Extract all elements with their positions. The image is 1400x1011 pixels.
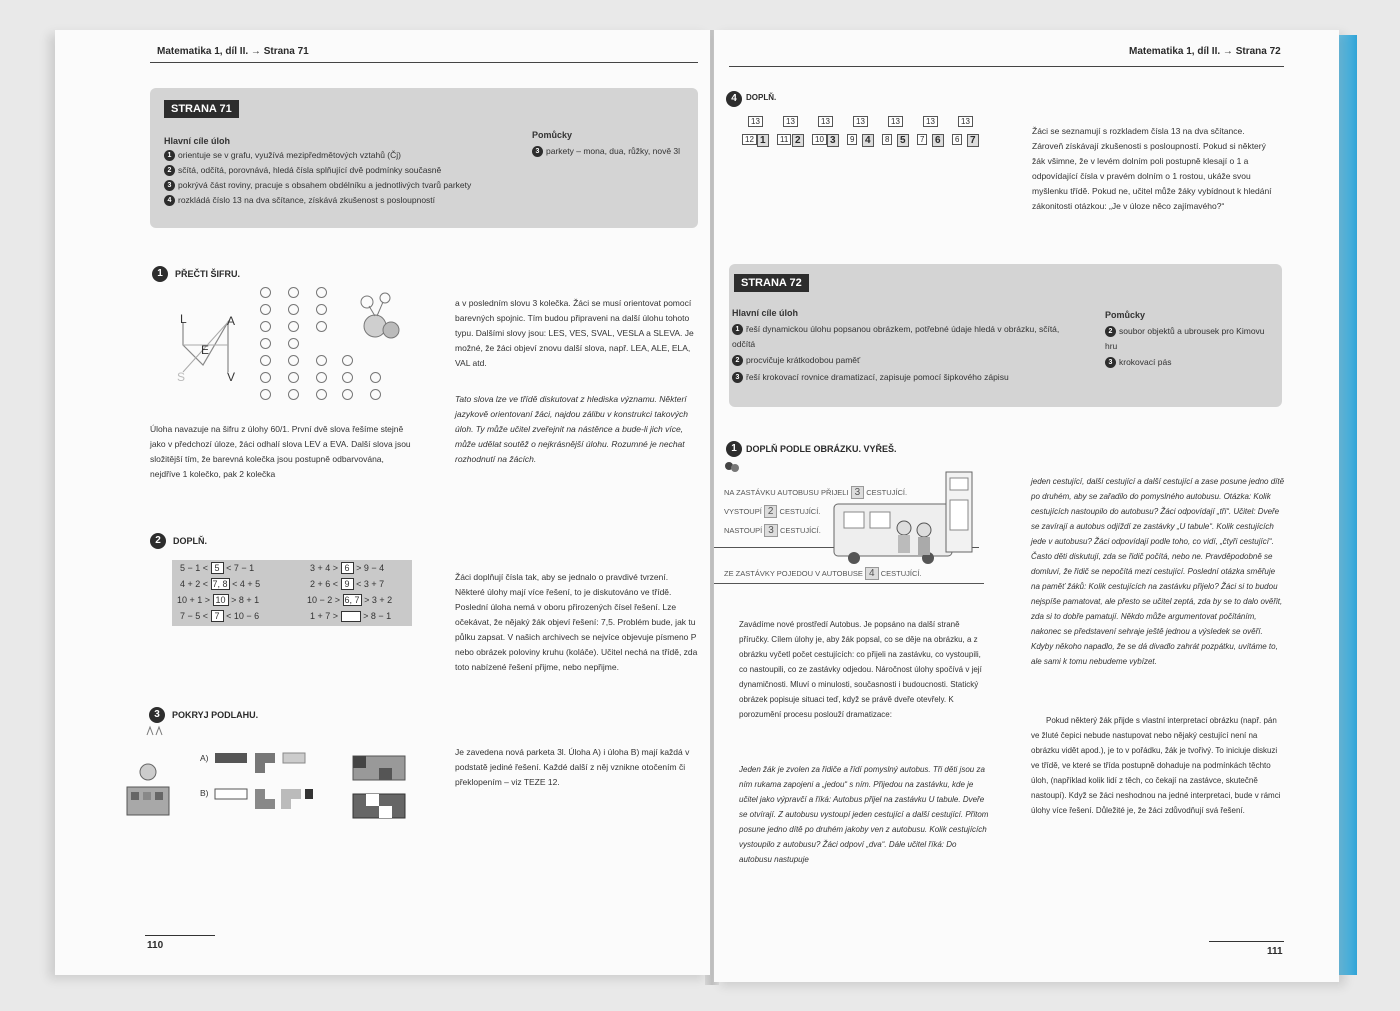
cipher-letter: V: [227, 370, 236, 384]
number-decomposition: [742, 116, 992, 156]
theatre-masks-icon: [724, 460, 740, 474]
decomp-bottom-cell: 8: [882, 134, 892, 145]
goals-title: Hlavní cíle úloh: [732, 308, 799, 318]
goals-box: [729, 264, 1282, 407]
right-page: [714, 30, 1339, 982]
bus-stop-illustration: [832, 470, 982, 580]
goal-item: 2 procvičuje krátkodobou paměť: [732, 353, 860, 368]
decomp-top-cell: 13: [888, 116, 903, 127]
inequality-row: 3 + 4 > 6 > 9 − 4: [310, 563, 385, 573]
decomp-bottom-cell: 5: [897, 134, 909, 147]
inequality-row: 2 + 6 < 9 < 3 + 7: [310, 579, 385, 589]
task-title: DOPLŇ.: [746, 93, 777, 102]
page-header: Matematika 1, díl II. → Strana 71: [157, 46, 309, 57]
decomp-bottom-cell: 12: [742, 134, 757, 145]
cipher-letter: A: [227, 314, 236, 328]
task-text: Zavádíme nové prostředí Autobus. Je popsáno na další straně příručky. Cílem úlohy je, aby žák popsal, co se děje na obrázku, a z obrázku vyčetl počet cestujících: co přijeli na zastávku, co vystoupili, co nastoupili, co ze zastávky odjedou. Náročnost úlohy spočívá v její dynamičnosti. Mluví o minulosti, současnosti i budoucnosti. Statický obrázek popisuje situaci teď, když se právě dveře otevřely. K porozumění procesu poslouží dramatizace:: [739, 620, 982, 719]
cipher-letter: S: [177, 370, 186, 384]
decomp-bottom-cell: 2: [792, 134, 804, 147]
task-text: Úloha navazuje na šifru z úlohy 60/1. První dvě slova řešíme stejně jako v předchozí úloze, žáci odhalí slova LEV a EVA. Další slova jsou složitější tím, že barevná kolečka jsou postupně odbarvována, nejdříve 1 kolečko, pak 2 kolečka: [150, 424, 411, 479]
aids-title: Pomůcky: [532, 130, 573, 140]
bus-line: VYSTOUPÍ 2 CESTUJÍCÍ.: [724, 506, 821, 517]
inequality-row: 10 − 2 > 6, 7 > 3 + 2: [307, 595, 393, 605]
decomp-top-cell: 13: [818, 116, 833, 127]
decomp-bottom-cell: 9: [847, 134, 857, 145]
aid-item: 2 soubor objektů a ubrousek pro Kimovu hru: [1105, 326, 1265, 351]
option-label: B): [200, 788, 209, 798]
task-number: 1: [726, 441, 742, 457]
floor-grids: [351, 754, 409, 824]
task-title: PŘEČTI ŠIFRU.: [175, 269, 241, 279]
goal-item: 3 řeší krokovací rovnice dramatizací, zapisuje pomocí šipkového zápisu: [732, 370, 1009, 385]
parquet-pieces: [213, 751, 313, 811]
aid-item: 3 krokovací pás: [1105, 355, 1171, 370]
cover-edge: [1339, 35, 1357, 975]
decomp-bottom-cell: 6: [952, 134, 962, 145]
goal-item: 2 sčítá, odčítá, porovnává, hledá čísla splňující dvě podmínky současně: [164, 163, 441, 178]
inequality-grid: [172, 560, 412, 626]
goal-item: 1 orientuje se v grafu, využívá mezipředmětových vztahů (Čj): [164, 148, 401, 163]
caterpillar-illustration: [355, 292, 415, 344]
aid-item: 3 parkety – mona, dua, růžky, nově 3l: [532, 144, 692, 159]
task-text: Je zavedena nová parketa 3l. Úloha A) i úloha B) mají každá v podstatě jediné řešení. Každé další z něj vznikne otočením či překlopením – viz TEZE 12.: [455, 747, 690, 787]
task-title: POKRYJ PODLAHU.: [172, 710, 259, 720]
decomp-top-cell: 13: [958, 116, 973, 127]
aids-title: Pomůcky: [1105, 310, 1146, 320]
header-rule: [150, 62, 698, 63]
goal-item: 4 rozkládá číslo 13 na dva sčítance, získává zkušenost s posloupností: [164, 193, 435, 208]
goal-item: 3 pokrývá část roviny, pracuje s obsahem obdélníku a jednotlivých tvarů parkety: [164, 178, 471, 193]
decomp-top-cell: 13: [853, 116, 868, 127]
task-text: a v posledním slovu 3 kolečka. Žáci se musí orientovat pomocí barevných spojnic. Tím budou připraveni na další úlohu tohoto typu. Dalšími slovy jsou: LES, VES, SVAL, VESLA a SLEVA. Je možné, že žáci objeví znovu další slova, např. LEA, ALE, ELA, VAL atd.: [455, 298, 694, 368]
decomp-top-cell: 13: [783, 116, 798, 127]
task-number: 1: [152, 266, 168, 282]
inequality-row: 5 − 1 < 5 < 7 − 1: [180, 563, 255, 573]
bus-line: NASTOUPÍ 3 CESTUJÍCÍ.: [724, 525, 821, 536]
decomp-bottom-cell: 10: [812, 134, 827, 145]
decomp-bottom-cell: 7: [917, 134, 927, 145]
cipher-letter: E: [201, 343, 210, 357]
bus-line: ZE ZASTÁVKY POJEDOU V AUTOBUSE 4 CESTUJÍCÍ.: [724, 568, 922, 579]
decomp-bottom-cell: 7: [967, 134, 979, 147]
page-tag: STRANA 71: [164, 100, 239, 118]
road-line: [714, 583, 984, 584]
task-text-italic: Tato slova lze ve třídě diskutovat z hlediska významu. Některí jazykově orientovaní žáci, najdou zálibu v konstrukci takových úloh. Ty může učitel zveřejnit na nástěnce a bude-li jich více, může udělat soutěž o nejkrásnější úlohu. Rozumné je nechat rozhodnutí na žácích.: [455, 394, 688, 464]
inequality-row: 4 + 2 < 7, 8 < 4 + 5: [180, 579, 261, 589]
decomp-bottom-cell: 11: [777, 134, 791, 145]
left-page: [55, 30, 710, 975]
goals-title: Hlavní cíle úloh: [164, 136, 231, 146]
hands-icon: [145, 725, 165, 737]
footer-rule: [145, 935, 215, 936]
task-number: 4: [726, 91, 742, 107]
task-text-italic: jeden cestující, další cestující a další cestující a zase posune jedno dítě po druhém, aby se zařadilo do pomyslného autobusu. Otázka: Kolik cestujících nastoupilo do autobusu? Žáci odpovídají „tři“. Učitel: Dveře se zavírají a autobus odjíždí ze zastávky „U tabule“. Kolik cestujících jede v autobusu? Žáci odpovídají podle toho, co vidí, „čtyři cestující“. Často děti diskutují, zda se řidič počítá, nebo ne. Pravděpodobně se domluví, že řidič se nepočítá mezi cestující. Poslední otázka směřuje na paměť žáků: Kolik cestujících na zastávku přijelo? Žáci si to budou nejspíše pamatovat, ale přesto se učitel zeptá, zda by se to dalo ověřit, zda si to dobře pamatují. Někdo může argumentovat počítáním, nakonec se představení sehraje ještě jednou a výsledek se ověří. Kdyby někoho napadlo, že se dá divadlo zahrát pozpátku, uvítáme to, ale sami k tomu nebudeme vybízet.: [1031, 477, 1285, 666]
task-text: Žáci se seznamují s rozkladem čísla 13 na dva sčítance. Zároveň získávají zkušenosti s posloupností. Pokud si některý žák všimne, že v levém dolním poli postupně klesají o 1 a odpovídající čísla v pravém dolním o 1 rostou, ukáže svou myšlenku třídě. Pokud ne, učitel může žáky vybídnout k hledání zákonitosti otázkou: „Je v úloze něco zajímavého?“: [1032, 126, 1272, 211]
bus-line: NA ZASTÁVKU AUTOBUSU PŘIJELI 3 CESTUJÍCÍ.: [724, 487, 908, 498]
decomp-bottom-cell: 3: [827, 134, 839, 147]
inequality-row: 7 − 5 < 7 < 10 − 6: [180, 611, 260, 621]
inequality-row: 10 + 1 > 10 > 8 + 1: [177, 595, 260, 605]
task-text-italic: Jeden žák je zvolen za řidiče a řídí pomyslný autobus. Tři děti jsou za ním rukama zapojeni a „jedou“ s ním. Přijedou na zastávku, kde je učitel jako výpravčí a říká: Autobus přijel na zastávku U tabule. Dveře se otvírají. Z autobusu vystoupí jeden cestující a další cestující. Přitom posune jedno dítě po druhém jakoby ven z autobusu. Kolik cestujících vystoupilo z autobusu? Žáci odpoví „dva“. Dále učitel říká: Do autobusu nastupuje: [739, 765, 989, 864]
task-text: Pokud některý žák přijde s vlastní interpretací obrázku (např. pán ve žluté čepici nebude nastupovat nebo nějaký cestující není na obrázku vidět apod.), je to v pořádku, žák je tvořivý. To iniciuje diskuzi ve třídě, ve které se třída postupně dohaduje na podmínkách těchto úloh, (například kolik lidí z těch, co čekají na zastávce, skutečně nastoupí). Když se žáci neshodnou na jedné interpretaci, bude v rámci úlohy více řešení. Důležité je, že žáci zdůvodňují svá řešení.: [1031, 716, 1281, 815]
cipher-letter: L: [180, 312, 187, 326]
robot-caterpillar-illustration: [123, 752, 173, 822]
page-tag: STRANA 72: [734, 274, 809, 292]
page-number: 110: [147, 940, 164, 951]
task-title: DOPLŇ.: [173, 536, 208, 546]
decomp-top-cell: 13: [923, 116, 938, 127]
goal-item: 1 řeší dynamickou úlohu popsanou obrázkem, potřebné údaje hledá v obrázku, sčítá, odčítá: [732, 324, 1060, 349]
task-number: 3: [149, 707, 165, 723]
task-number: 2: [150, 533, 166, 549]
goals-box: [150, 88, 698, 228]
option-label: A): [200, 753, 209, 763]
page-header: Matematika 1, díl II. → Strana 72: [1129, 46, 1281, 57]
task-title: DOPLŇ PODLE OBRÁZKU. VYŘEŠ.: [746, 444, 897, 454]
decomp-bottom-cell: 4: [862, 134, 874, 147]
footer-rule: [1209, 941, 1284, 942]
decomp-bottom-cell: 6: [932, 134, 944, 147]
decomp-bottom-cell: 1: [757, 134, 769, 147]
task-text: Žáci doplňují čísla tak, aby se jednalo o pravdivé tvrzení. Některé úlohy mají více řešení, to je diskutováno ve třídě. Poslední úloha nemá v oboru přirozených čísel řešení. Lze očekávat, že nějaký žák objeví řešení: 7,5. Problém bude, jak tu půlku zapsat. V našich archivech se nejvíce objevuje písmeno P nebo obrázek poloviny kruhu (koláče). Učitel nechá na třídě, zda toto nabízené řešení přijme, nebo nepřijme.: [455, 572, 698, 672]
page-number: 111: [1267, 946, 1283, 957]
decomp-top-cell: 13: [748, 116, 763, 127]
header-rule: [729, 66, 1284, 67]
inequality-row: 1 + 7 > > 8 − 1: [310, 611, 392, 621]
